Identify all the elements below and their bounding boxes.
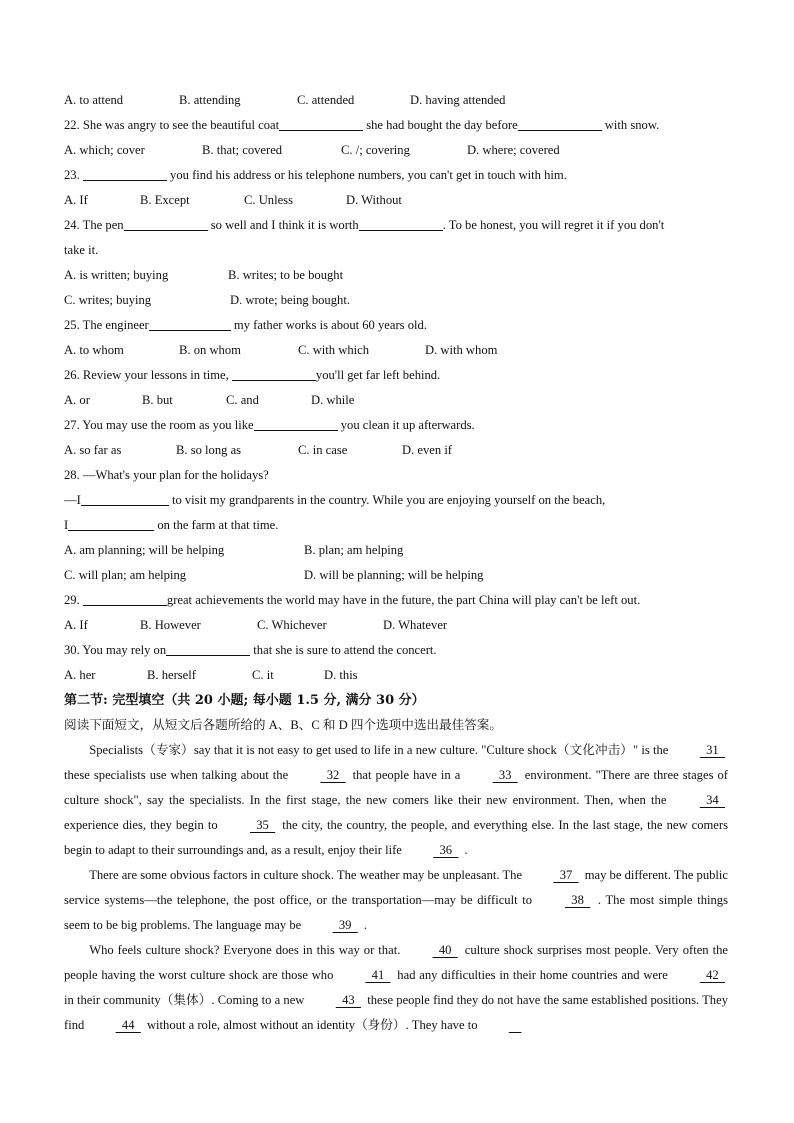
q21-options xyxy=(64,88,728,113)
q28-question-2 xyxy=(64,488,728,513)
q25-option-a: A. to whom xyxy=(64,343,124,357)
passage-text: Who feels culture shock? Everyone does in this way or that. xyxy=(89,943,405,957)
q28-text-post: to visit my grandparents in the country. While you are enjoying yourself on the beach, xyxy=(168,493,606,507)
q22-option-a: A. which; cover xyxy=(64,143,145,157)
q22-text-mid: she had bought the day before xyxy=(363,118,518,132)
q24-question-cont: take it. xyxy=(64,243,99,257)
q24-question xyxy=(64,213,728,238)
q25-text-post: my father works is about 60 years old. xyxy=(230,318,427,332)
q26-option-a: A. or xyxy=(64,393,90,407)
q25-question xyxy=(64,313,728,338)
q28-option-b: B. plan; am helping xyxy=(304,543,404,557)
blank-number: 37 xyxy=(553,868,579,882)
q22-text-pre: 22. She was angry to see the beautiful coat xyxy=(64,118,280,132)
q26-text-pre: 26. Review your lessons in time, xyxy=(64,368,232,382)
blank-number: 34 xyxy=(699,793,725,807)
q28-blank-2 xyxy=(68,516,154,531)
q29-question xyxy=(64,588,728,613)
q23-option-a: A. If xyxy=(64,193,88,207)
q24-option-b: B. writes; to be bought xyxy=(228,268,344,282)
q23-option-d: D. Without xyxy=(346,193,402,207)
q24-option-c: C. writes; buying xyxy=(64,293,152,307)
q21-option-c: C. attended xyxy=(297,93,355,107)
q23-blank xyxy=(83,166,167,181)
passage-text: environment. "There are three stages of culture shock", say the specialists. In the first stage, the new comers like their new environment. Then, when the xyxy=(64,768,728,807)
q25-blank xyxy=(149,316,231,331)
q25-option-d: D. with whom xyxy=(425,343,498,357)
q23-text-post: you find his address or his telephone numbers, you can't get in touch with him. xyxy=(166,168,567,182)
passage-text: . xyxy=(461,843,468,857)
q29-option-a: A. If xyxy=(64,618,88,632)
q24-text-post: . To be honest, you will regret it if you don't xyxy=(442,218,665,232)
q28-text3-pre: I xyxy=(64,518,69,532)
q28-options-1 xyxy=(64,538,728,563)
blank-number: 32 xyxy=(320,768,346,782)
q29-blank xyxy=(83,591,167,606)
q22-question xyxy=(64,113,728,138)
passage-text: Specialists（专家）say that it is not easy to get used to life in a new culture. "Culture shock（文化冲击）" is the xyxy=(89,743,672,757)
q28-options-2 xyxy=(64,563,728,588)
q24-blank-1 xyxy=(124,216,208,231)
q28-blank-1 xyxy=(81,491,169,506)
q21-option-d: D. having attended xyxy=(410,93,506,107)
q25-text-pre: 25. The engineer xyxy=(64,318,149,332)
q27-question xyxy=(64,413,728,438)
q28-option-a: A. am planning; will be helping xyxy=(64,543,225,557)
passage-paragraph-3 xyxy=(64,938,728,1038)
passage-text: had any difficulties in their home countries and were xyxy=(393,968,672,982)
blank-number: 44 xyxy=(115,1018,141,1032)
q23-text-pre: 23. xyxy=(64,168,83,182)
q29-option-c: C. Whichever xyxy=(257,618,327,632)
q27-option-d: D. even if xyxy=(402,443,453,457)
q22-options xyxy=(64,138,728,163)
q28-option-c: C. will plan; am helping xyxy=(64,568,187,582)
q23-question xyxy=(64,163,728,188)
exam-page xyxy=(64,88,728,1038)
q26-question xyxy=(64,363,728,388)
q28-option-d: D. will be planning; will be helping xyxy=(304,568,484,582)
blank-number: 40 xyxy=(432,943,458,957)
q25-option-c: C. with which xyxy=(298,343,370,357)
q23-options xyxy=(64,188,728,213)
q27-text-pre: 27. You may use the room as you like xyxy=(64,418,254,432)
q27-blank xyxy=(254,416,338,431)
passage-text: There are some obvious factors in culture shock. The weather may be unpleasant. The xyxy=(89,868,526,882)
section-instruction: 阅读下面短文，从短文后各题所给的 A、B、C 和 D 四个选项中选出最佳答案。 xyxy=(64,718,502,732)
q24-option-d: D. wrote; being bought. xyxy=(230,293,350,307)
q26-option-c: C. and xyxy=(226,393,259,407)
passage-text: that people have in a xyxy=(348,768,465,782)
q22-blank-1 xyxy=(279,116,363,131)
q24-blank-2 xyxy=(359,216,443,231)
q30-option-b: B. herself xyxy=(147,668,196,682)
q22-text-post: with snow. xyxy=(601,118,660,132)
q21-option-b: B. attending xyxy=(179,93,241,107)
blank-number xyxy=(481,1013,525,1038)
q21-option-a: A. to attend xyxy=(64,93,124,107)
q25-option-b: B. on whom xyxy=(179,343,241,357)
q29-option-b: B. However xyxy=(140,618,201,632)
q24-options-1 xyxy=(64,263,728,288)
q24-option-a: A. is written; buying xyxy=(64,268,169,282)
q28-question-1: 28. —What's your plan for the holidays? xyxy=(64,468,269,482)
q23-option-c: C. Unless xyxy=(244,193,293,207)
q29-option-d: D. Whatever xyxy=(383,618,448,632)
q28-text-pre: —I xyxy=(64,493,81,507)
q30-option-a: A. her xyxy=(64,668,96,682)
passage-text: culture shock surprises most people. Very often the people having the worst culture shock are those who xyxy=(64,943,728,982)
q30-blank xyxy=(166,641,250,656)
q30-option-c: C. it xyxy=(252,668,274,682)
q24-text-pre: 24. The pen xyxy=(64,218,124,232)
q29-text-pre: 29. xyxy=(64,593,83,607)
passage-text: . xyxy=(360,918,368,932)
blank-number: 41 xyxy=(365,968,391,982)
blank-number: 38 xyxy=(564,893,591,907)
q26-option-b: B. but xyxy=(142,393,173,407)
q26-options xyxy=(64,388,728,413)
blank-number: 33 xyxy=(492,768,518,782)
q30-question xyxy=(64,638,728,663)
blank-number: 39 xyxy=(332,918,358,932)
q22-option-b: B. that; covered xyxy=(202,143,283,157)
q26-option-d: D. while xyxy=(311,393,355,407)
passage-text: these people find they do not have the same established positions. They find xyxy=(64,993,728,1032)
q27-option-c: C. in case xyxy=(298,443,348,457)
blank-number: 42 xyxy=(699,968,725,982)
passage-text: in their community（集体）. Coming to a new xyxy=(64,993,308,1007)
blank-number: 31 xyxy=(699,743,725,757)
q30-option-d: D. this xyxy=(324,668,358,682)
blank-number: 35 xyxy=(249,818,276,832)
q27-option-a: A. so far as xyxy=(64,443,122,457)
passage-text: . The most simple things seem to be big problems. The language may be xyxy=(64,893,729,932)
q27-option-b: B. so long as xyxy=(176,443,242,457)
q24-text-mid: so well and I think it is worth xyxy=(207,218,359,232)
q22-blank-2 xyxy=(518,116,602,131)
q28-text3-post: on the farm at that time. xyxy=(154,518,279,532)
blank-number: 36 xyxy=(433,843,459,857)
q23-option-b: B. Except xyxy=(140,193,190,207)
q26-blank xyxy=(232,366,316,381)
q22-option-d: D. where; covered xyxy=(467,143,560,157)
passage-paragraph-1 xyxy=(64,738,728,863)
q25-options xyxy=(64,338,728,363)
blank-number: 43 xyxy=(335,993,361,1007)
section-title: 第二节: 完型填空（共 20 小题; 每小题 1.5 分, 满分 30 分） xyxy=(64,693,425,708)
q26-text-post: you'll get far left behind. xyxy=(315,368,441,382)
q29-text-post: great achievements the world may have in the future, the part China will play can't be left out. xyxy=(166,593,641,607)
q30-text-post: that she is sure to attend the concert. xyxy=(250,643,437,657)
q27-options xyxy=(64,438,728,463)
q27-text-post: you clean it up afterwards. xyxy=(337,418,475,432)
passage-paragraph-2 xyxy=(64,863,728,938)
q22-option-c: C. /; covering xyxy=(341,143,410,157)
passage-text: may be different. The public service systems—the telephone, the post office, or the transportation—may be difficult to xyxy=(64,868,729,907)
q24-options-2 xyxy=(64,288,728,313)
passage-text: the city, the country, the people, and everything else. In the last stage, the new comers begin to adapt to their surroundings and, as a result, enjoy their life xyxy=(64,818,728,857)
q30-text-pre: 30. You may rely on xyxy=(64,643,167,657)
passage-text: these specialists use when talking about the xyxy=(64,768,293,782)
q30-options xyxy=(64,663,728,688)
q29-options xyxy=(64,613,728,638)
passage-text: without a role, almost without an identity（身份）. They have to xyxy=(143,1018,481,1032)
q28-question-3 xyxy=(64,513,728,538)
passage-text: experience dies, they begin to xyxy=(64,818,222,832)
